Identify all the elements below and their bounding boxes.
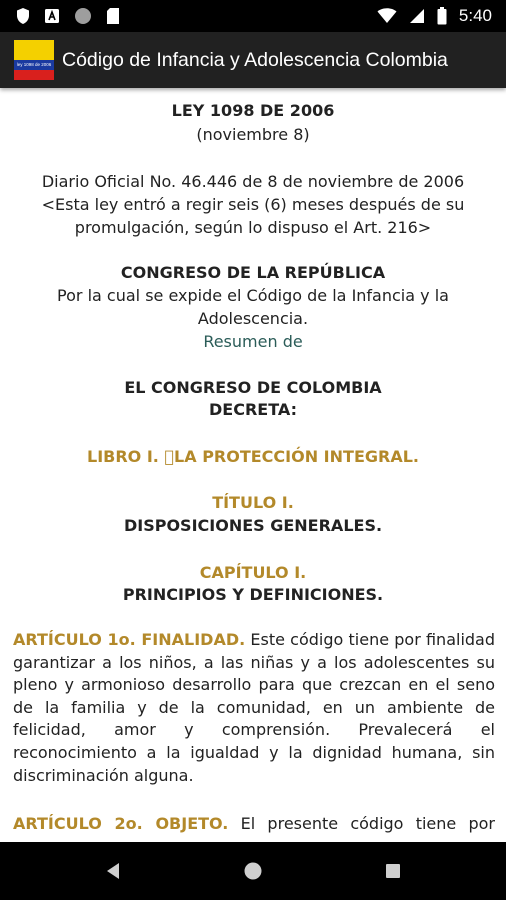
- navigation-bar: [0, 842, 506, 900]
- purpose-line-1: Por la cual se expide el Código de la Infancia y la: [57, 286, 449, 305]
- status-bar: [0, 0, 506, 32]
- gazette-line: Diario Oficial No. 46.446 de 8 de noviembre de 2006: [41, 172, 465, 191]
- book-heading: LIBRO I.  LA PROTECCIÓN INTEGRAL.: [87, 447, 419, 466]
- purpose-line-2: Adolescencia.: [197, 309, 309, 328]
- law-date: (noviembre 8): [196, 125, 310, 144]
- battery-icon: [437, 7, 447, 25]
- document-content[interactable]: [0, 88, 506, 842]
- chapter-heading: CAPÍTULO I.: [199, 563, 307, 582]
- shield-icon: [16, 7, 30, 25]
- recents-button[interactable]: [363, 842, 423, 900]
- sd-card-icon: [106, 7, 120, 25]
- article-1: [13, 629, 495, 787]
- article-1-heading: ARTÍCULO 1o. FINALIDAD.: [13, 630, 246, 649]
- signal-icon: [409, 8, 425, 24]
- wifi-icon: [377, 8, 397, 24]
- back-icon: [105, 862, 121, 880]
- article-1-body: Este código tiene por finalidad garantizar a los niños, a las niñas y a los adolescentes su pleno y armonioso desarrollo para que crezcan en el seno de la familia y de la comunidad, en un ambiente de felicidad, amor y comprensión. Prevalecerá el reconocimiento a la igualdad y la dignidad humana, sin discriminación alguna.: [13, 630, 496, 785]
- article-2-heading: ARTÍCULO 2o. OBJETO.: [13, 814, 229, 833]
- app-title: Código de Infancia y Adolescencia Colombia: [62, 48, 448, 71]
- title-heading: TÍTULO I.: [212, 493, 294, 512]
- article-2: [13, 813, 495, 839]
- congress-heading: CONGRESO DE LA REPÚBLICA: [120, 263, 386, 282]
- home-icon: [243, 861, 263, 881]
- app-logo: [14, 40, 54, 80]
- circle-icon: [74, 7, 92, 25]
- clock: 5:40: [458, 6, 492, 25]
- law-title: LEY 1098 DE 2006: [171, 101, 335, 120]
- home-button[interactable]: [223, 842, 283, 900]
- logo-text: ley 1098 de 2006: [16, 62, 52, 67]
- effect-line-2: promulgación, según lo dispuso el Art. 216>: [74, 218, 432, 237]
- recents-icon: [385, 863, 401, 879]
- summary-link[interactable]: Resumen de: [203, 332, 303, 351]
- chapter-name: PRINCIPIOS Y DEFINICIONES.: [122, 585, 384, 604]
- notification-a-icon: [44, 8, 60, 24]
- effect-line-1: <Esta ley entró a regir seis (6) meses después de su: [41, 195, 465, 214]
- decrees-line-2: DECRETA:: [209, 400, 297, 419]
- title-name: DISPOSICIONES GENERALES.: [123, 516, 383, 535]
- back-button[interactable]: [83, 842, 143, 900]
- app-bar: [0, 32, 506, 88]
- decrees-line-1: EL CONGRESO DE COLOMBIA: [124, 378, 382, 397]
- article-2-body: El presente código tiene por: [240, 814, 495, 833]
